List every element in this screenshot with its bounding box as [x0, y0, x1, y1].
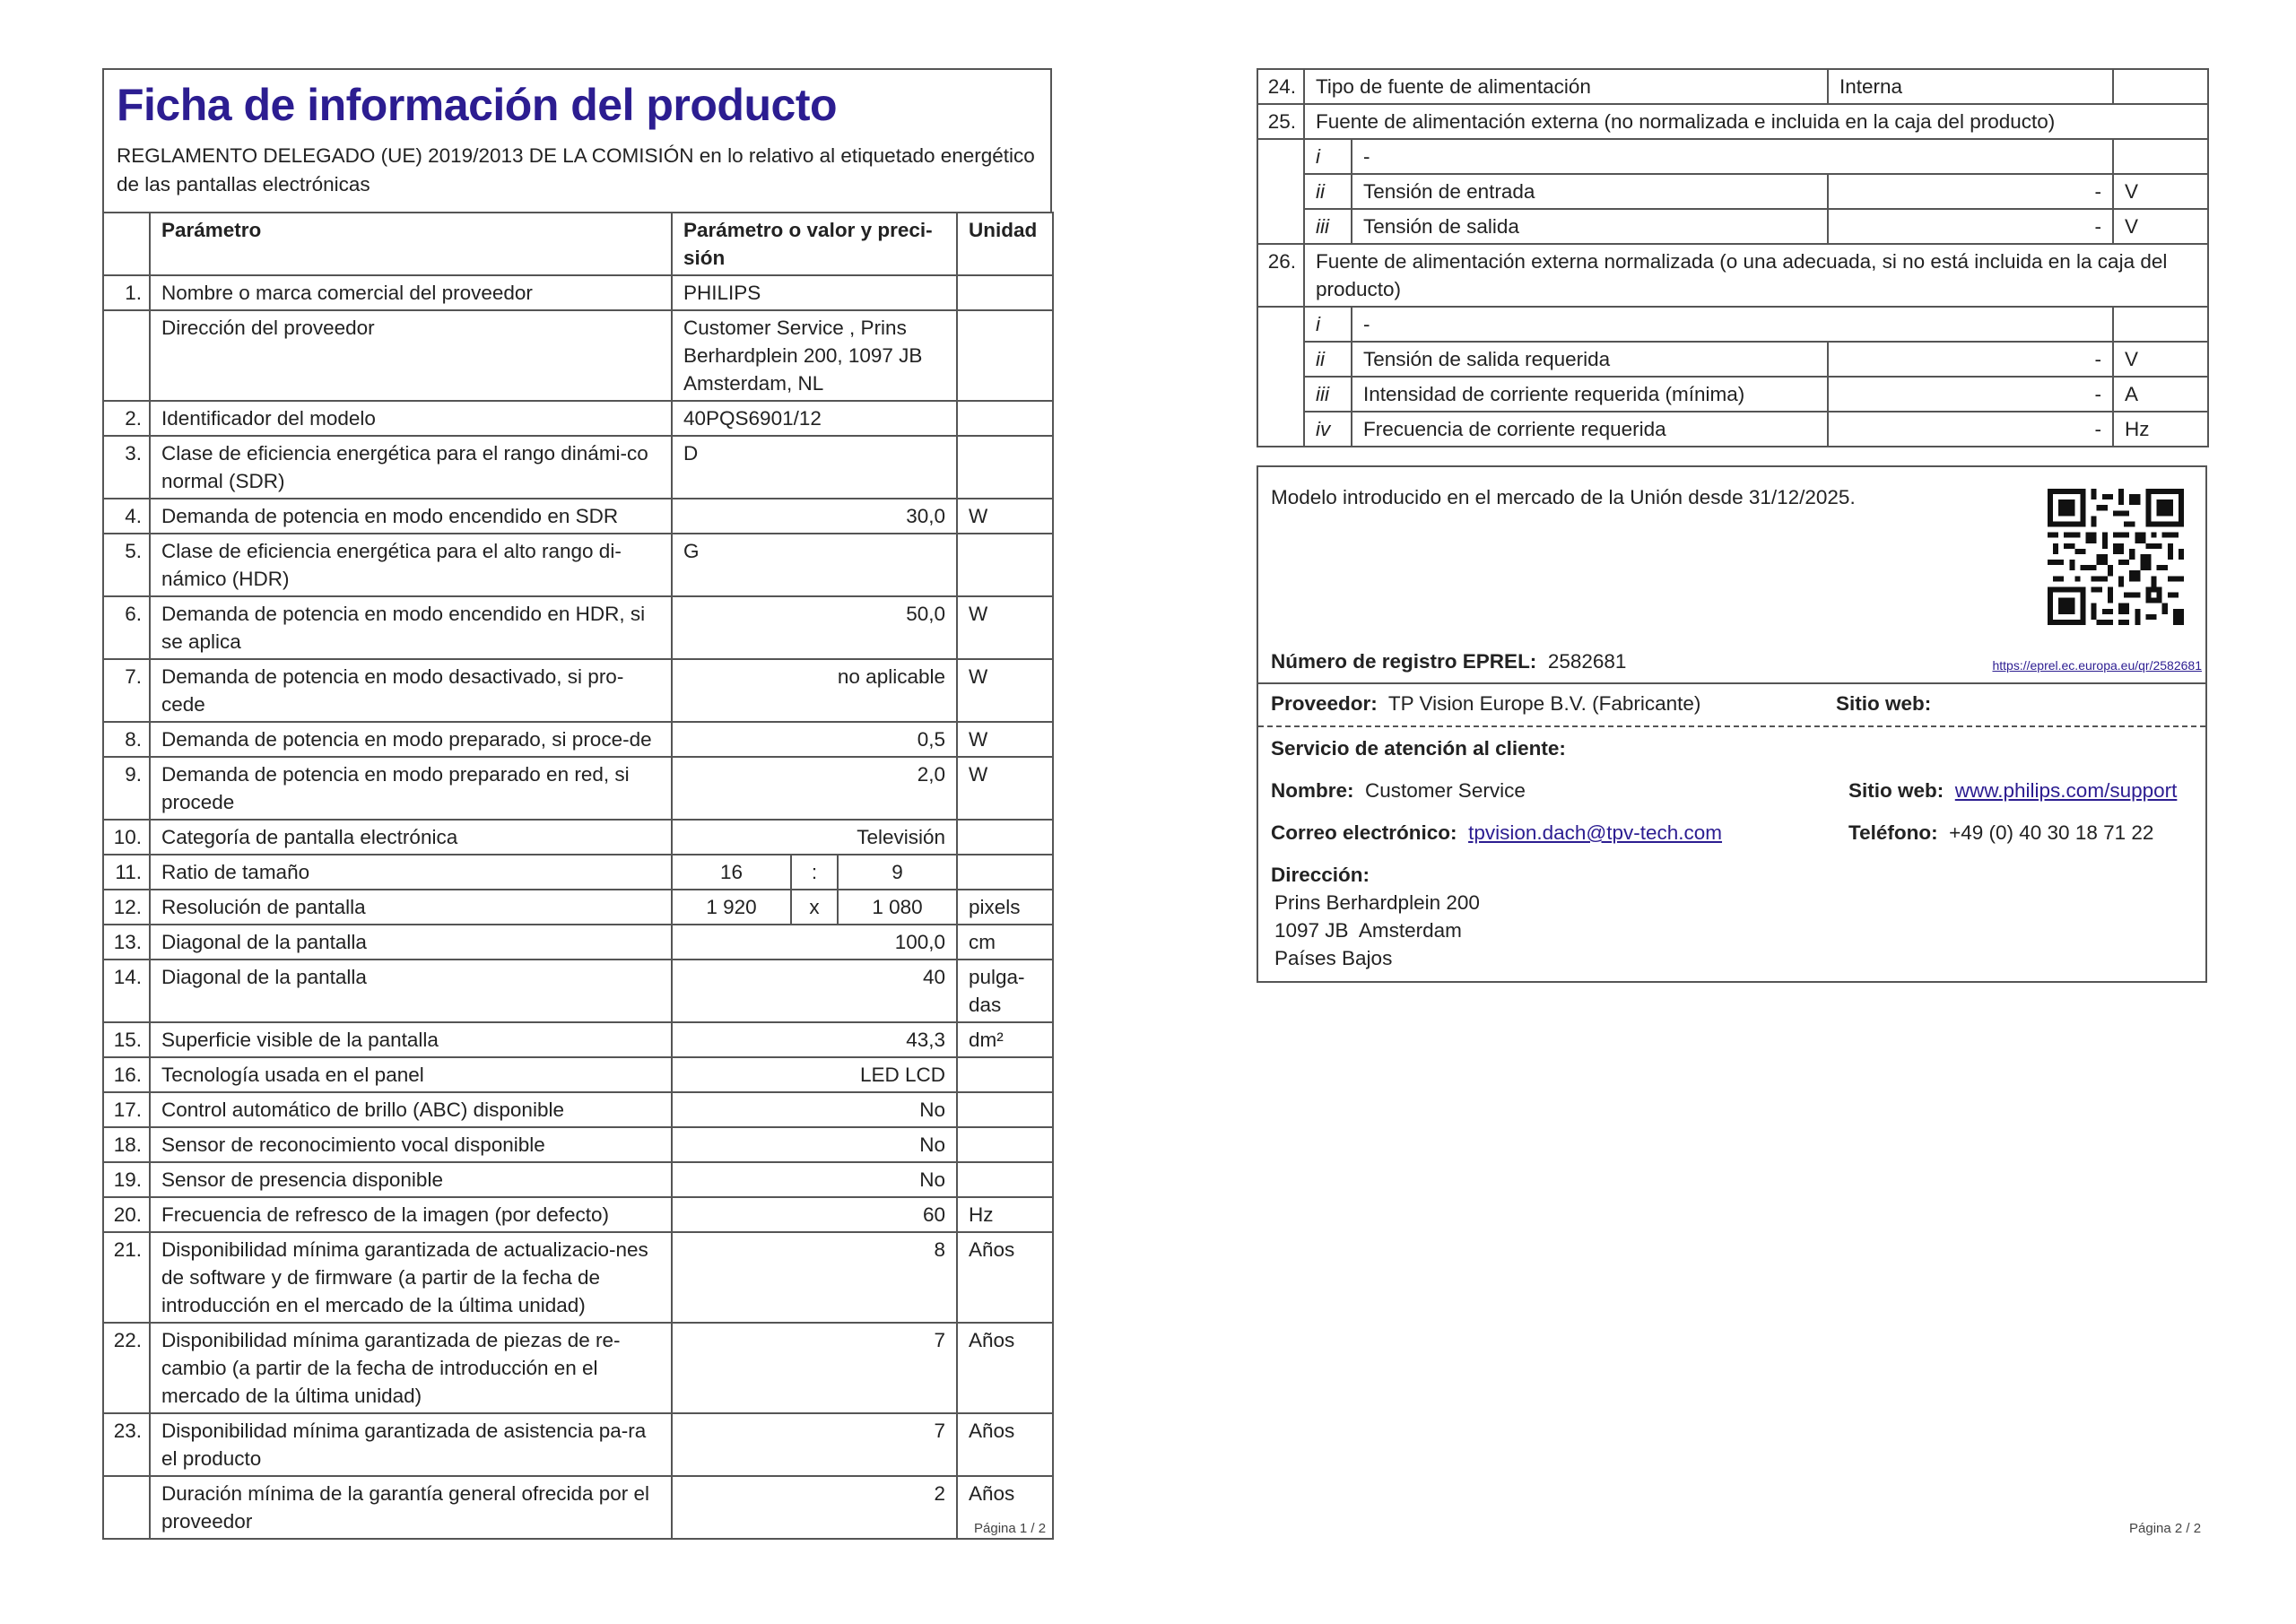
table-row: 7. Demanda de potencia en modo desactivado, si pro-cede no aplicable W: [103, 659, 1053, 722]
table-row: 21. Disponibilidad mínima garantizada de actualizacio-nes de software y de firmware (a partir de la fecha de introducción en el mercado de la última unidad) 8 Años: [103, 1232, 1053, 1323]
qr-code-icon[interactable]: [2048, 489, 2184, 625]
table-row: 10. Categoría de pantalla electrónica Televisión: [103, 820, 1053, 855]
table-row: 15. Superficie visible de la pantalla 43,3 dm²: [103, 1022, 1053, 1057]
page-footer-1: Página 1 / 2: [974, 1521, 1047, 1536]
table-row: 18. Sensor de reconocimiento vocal disponible No: [103, 1127, 1053, 1162]
table-row: i -: [1257, 139, 2208, 174]
table-row: 25. Fuente de alimentación externa (no normalizada e incluida en la caja del producto): [1257, 104, 2208, 139]
market-date-text: Modelo introducido en el mercado de la Unión desde 31/12/2025.: [1271, 486, 1856, 508]
power-supply-table: [1257, 68, 2209, 447]
email-label: Correo electrónico:: [1271, 821, 1457, 844]
service-name-value: Customer Service: [1365, 779, 1526, 802]
table-row: iii Intensidad de corriente requerida (mínima) - A: [1257, 377, 2208, 412]
table-row: 26. Fuente de alimentación externa normalizada (o una adecuada, si no está incluida en la caja del producto): [1257, 244, 2208, 307]
table-row: iv Frecuencia de corriente requerida - Hz: [1257, 412, 2208, 447]
address-line-1: Prins Berhardplein 200: [1274, 891, 1480, 914]
table-header-row: [103, 213, 1053, 275]
address-line-3: Países Bajos: [1274, 947, 1393, 969]
page-1: [102, 68, 1052, 1540]
eprel-registration: [1271, 647, 1626, 675]
eprel-url-link[interactable]: https://eprel.ec.europa.eu/qr/2582681: [1992, 658, 2202, 673]
header-param: Parámetro: [150, 213, 672, 275]
header-box: [102, 68, 1052, 212]
eprel-number: 2582681: [1547, 650, 1627, 673]
table-row: 4. Demanda de potencia en modo encendido en SDR 30,0 W: [103, 499, 1053, 534]
spec-table: [102, 212, 1054, 1540]
table-row: i -: [1257, 307, 2208, 342]
provider-website-label: Sitio web:: [1836, 692, 1932, 715]
table-row: 17. Control automático de brillo (ABC) disponible No: [103, 1092, 1053, 1127]
market-section: [1258, 467, 2205, 682]
table-row: 12. Resolución de pantalla 1 920 x 1 080 pixels: [103, 890, 1053, 925]
table-row: 3. Clase de eficiencia energética para el rango dinámi-co normal (SDR) D: [103, 436, 1053, 499]
table-row: Duración mínima de la garantía general ofrecida por el proveedor 2 Años: [103, 1476, 1053, 1539]
table-row: 20. Frecuencia de refresco de la imagen (por defecto) 60 Hz: [103, 1197, 1053, 1232]
phone-label: Teléfono:: [1848, 821, 1938, 844]
table-row: Dirección del proveedor Customer Service , Prins Berhardplein 200, 1097 JB Amsterdam, NL: [103, 310, 1053, 401]
table-row: 13. Diagonal de la pantalla 100,0 cm: [103, 925, 1053, 960]
table-row: 1. Nombre o marca comercial del proveedor PHILIPS: [103, 275, 1053, 310]
regulation-subtitle: REGLAMENTO DELEGADO (UE) 2019/2013 DE LA COMISIÓN en lo relativo al etiquetado energético de las pantallas electrónicas: [117, 144, 1035, 195]
page-2: [1257, 68, 2207, 983]
table-row: ii Tensión de salida requerida - V: [1257, 342, 2208, 377]
provider-value: TP Vision Europe B.V. (Fabricante): [1387, 692, 1701, 715]
customer-service-section: [1258, 725, 2205, 981]
page-footer-2: Página 2 / 2: [2129, 1521, 2202, 1536]
address-line-2: 1097 JB Amsterdam: [1274, 919, 1462, 942]
table-row: 6. Demanda de potencia en modo encendido en HDR, si se aplica 50,0 W: [103, 596, 1053, 659]
table-row: 8. Demanda de potencia en modo preparado, si proce-de 0,5 W: [103, 722, 1053, 757]
header-unit: Unidad: [957, 213, 1053, 275]
provider-label: Proveedor:: [1271, 692, 1378, 715]
table-row: 9. Demanda de potencia en modo preparado en red, si procede 2,0 W: [103, 757, 1053, 820]
phone-value: +49 (0) 40 30 18 71 22: [1949, 821, 2154, 844]
table-row: 5. Clase de eficiencia energética para el alto rango di-námico (HDR) G: [103, 534, 1053, 596]
table-row: 23. Disponibilidad mínima garantizada de asistencia pa-ra el producto 7 Años: [103, 1413, 1053, 1476]
table-row: iii Tensión de salida - V: [1257, 209, 2208, 244]
eprel-info-box: [1257, 465, 2207, 983]
table-row: 11. Ratio de tamaño 16 : 9: [103, 855, 1053, 890]
table-row: 24. Tipo de fuente de alimentación Interna: [1257, 69, 2208, 104]
service-website-label: Sitio web:: [1848, 779, 1944, 802]
provider-row: [1258, 682, 2205, 725]
service-title: Servicio de atención al cliente:: [1271, 737, 1566, 760]
table-row: ii Tensión de entrada - V: [1257, 174, 2208, 209]
service-website-link[interactable]: www.philips.com/support: [1954, 779, 2178, 802]
table-row: 19. Sensor de presencia disponible No: [103, 1162, 1053, 1197]
email-link[interactable]: tpvision.dach@tpv-tech.com: [1468, 821, 1723, 844]
header-value: Parámetro o valor y preci-sión: [672, 213, 957, 275]
table-row: 2. Identificador del modelo 40PQS6901/12: [103, 401, 1053, 436]
table-row: 22. Disponibilidad mínima garantizada de piezas de re-cambio (a partir de la fecha de introducción en el mercado de la última unidad) 7 Años: [103, 1323, 1053, 1413]
table-row: 16. Tecnología usada en el panel LED LCD: [103, 1057, 1053, 1092]
page-title: Ficha de información del producto: [117, 80, 838, 130]
table-row: 14. Diagonal de la pantalla 40 pulga-das: [103, 960, 1053, 1022]
service-name-label: Nombre:: [1271, 779, 1354, 802]
eprel-label: Número de registro EPREL:: [1271, 650, 1537, 673]
address-label: Dirección:: [1271, 864, 1370, 886]
